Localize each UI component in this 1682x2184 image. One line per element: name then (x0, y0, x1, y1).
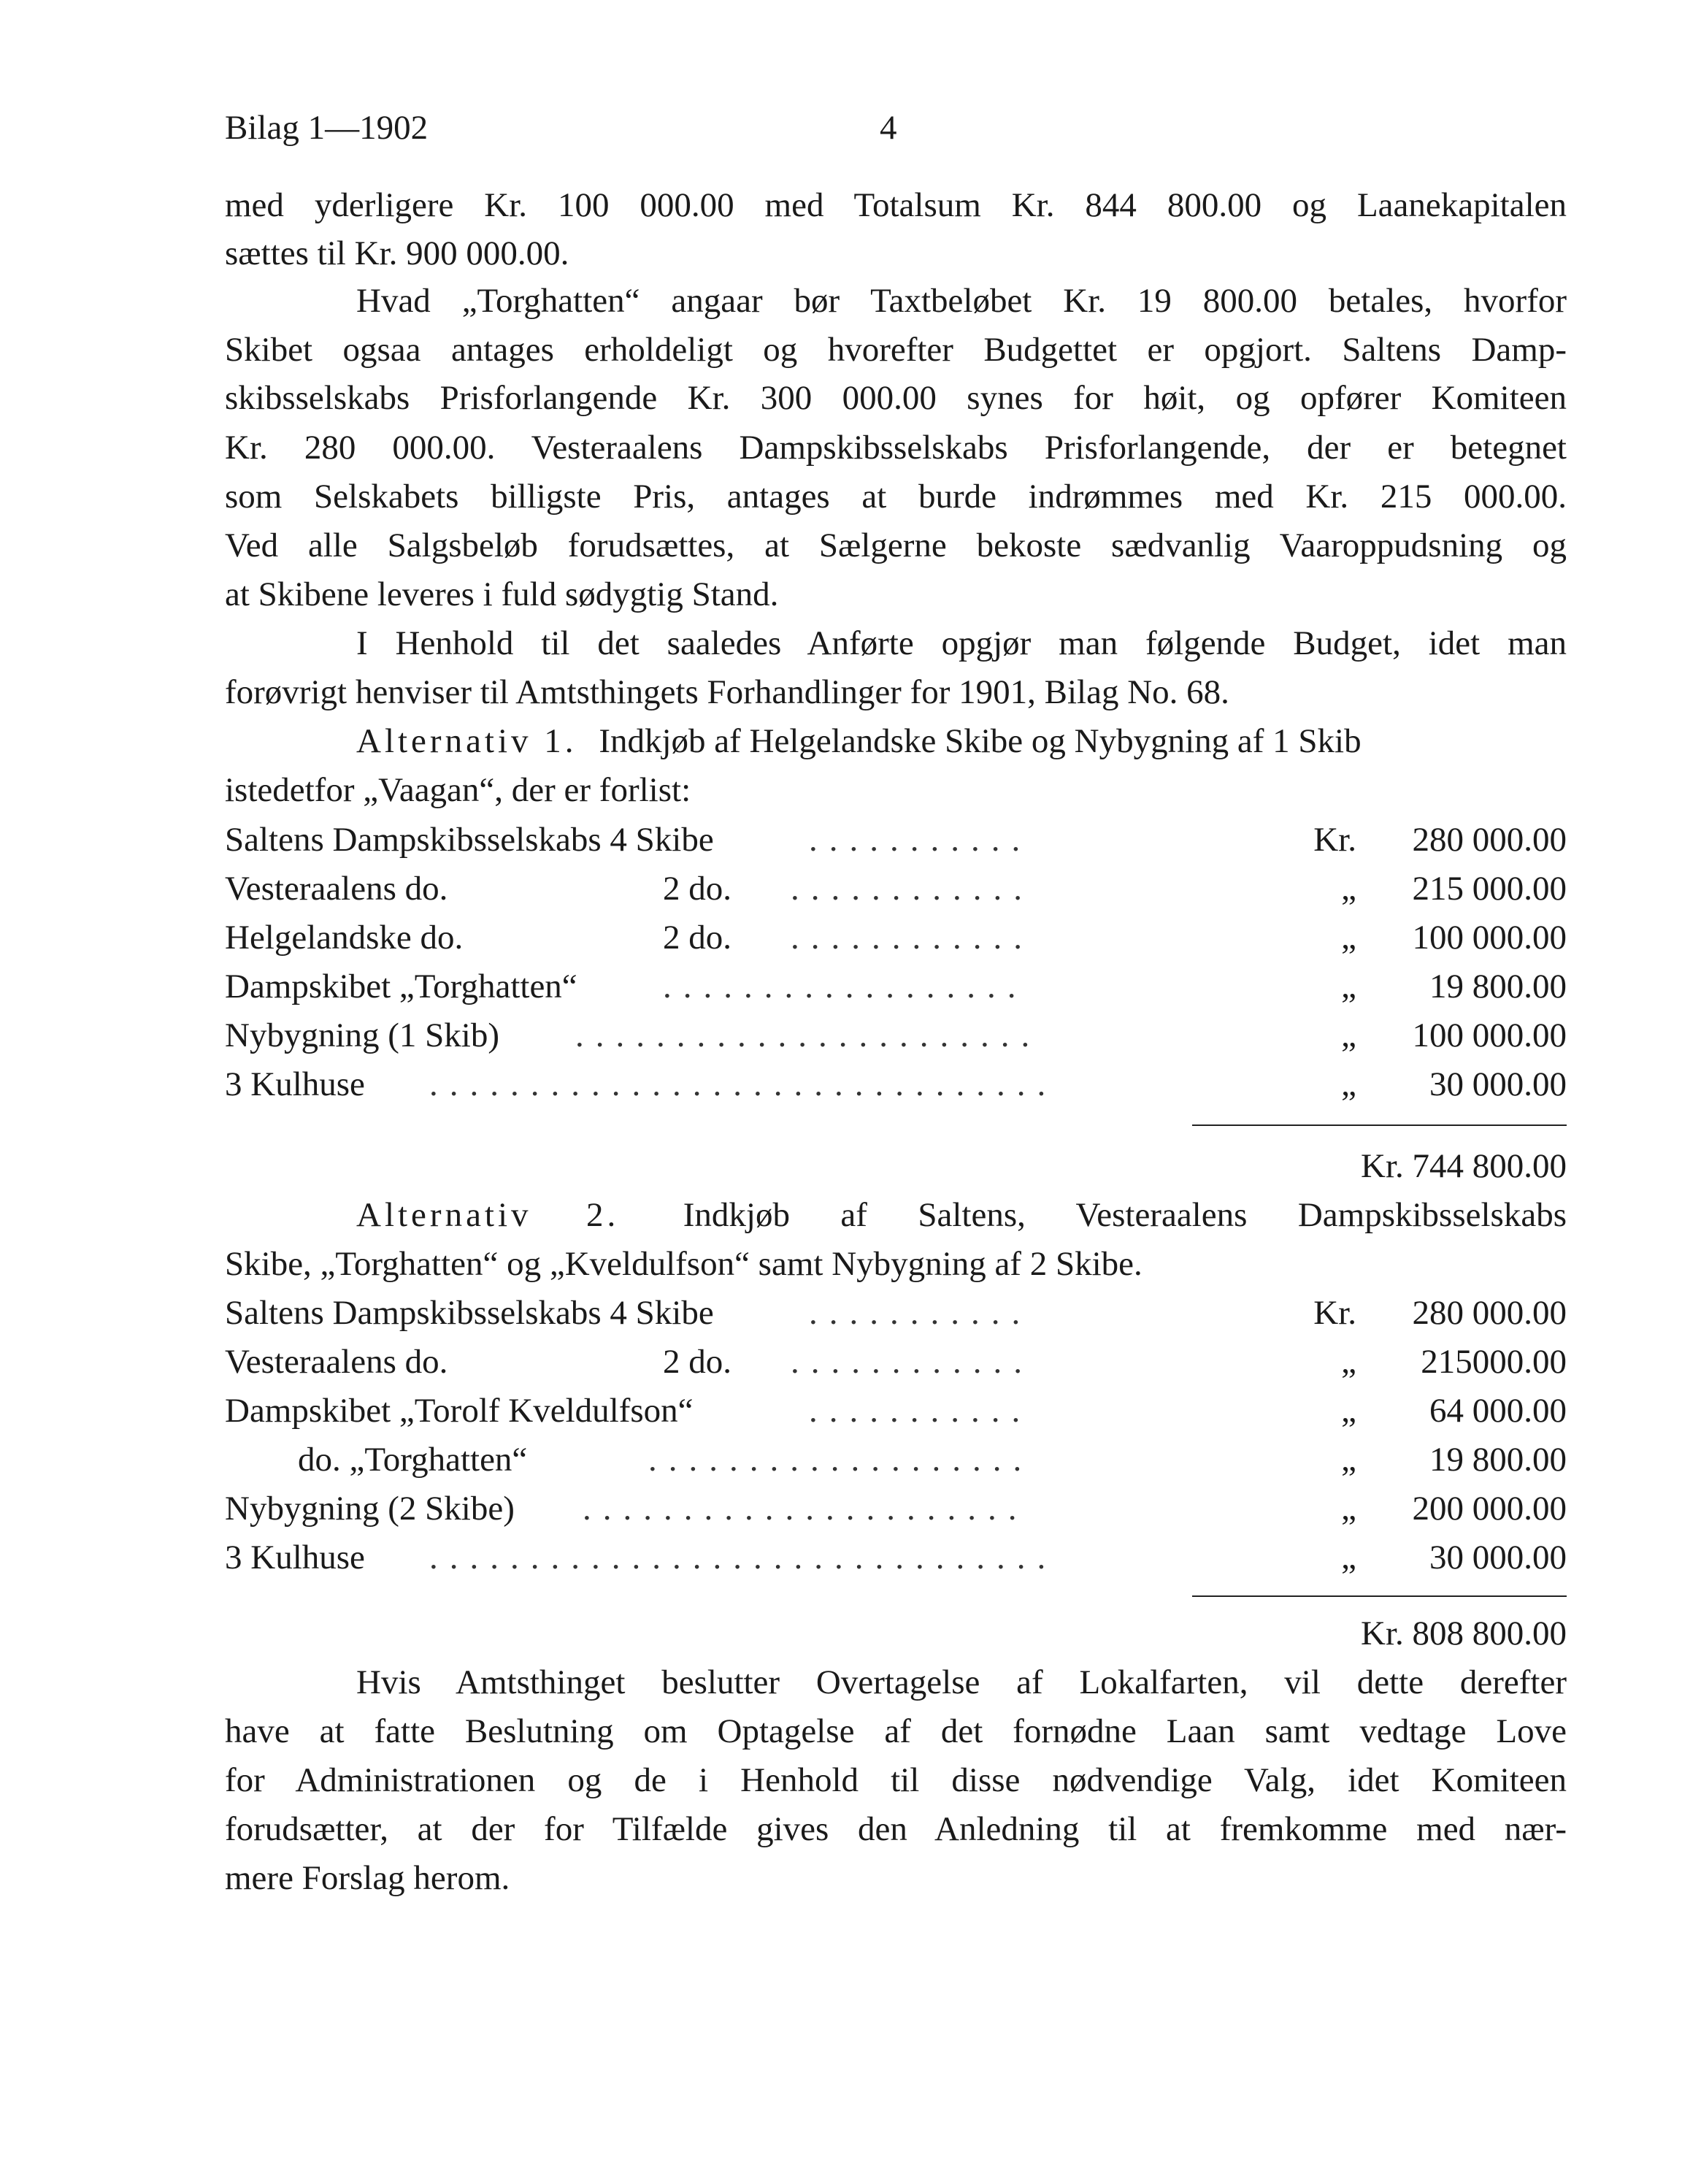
row-amount: 30 000.00 (1429, 1539, 1567, 1576)
row-amount: 215000.00 (1421, 1343, 1567, 1381)
alt1-heading (356, 719, 1567, 763)
leader-dots: ............................... (429, 1539, 1058, 1576)
para2-line-6: Ved alle Salgsbeløb forudsættes, at Sælgerne bekoste sædvanlig Vaaroppudsning og (225, 526, 1567, 564)
row-currency: Kr. (1313, 1294, 1356, 1332)
row-amount: 19 800.00 (1429, 1441, 1567, 1479)
row-amount: 200 000.00 (1412, 1490, 1567, 1528)
row-label: Nybygning (2 Skibe) (225, 1490, 515, 1528)
alt2-description: Indkjøb af Saltens, Vesteraalens Dampskibsselskabs (683, 1196, 1567, 1234)
alt1-row (225, 818, 1567, 862)
leader-dots: .................. (663, 968, 1028, 1005)
row-amount: 100 000.00 (1412, 919, 1567, 957)
row-label: Dampskibet „Torghatten“ (225, 968, 577, 1005)
alt1-description-cont: istedetfor „Vaagan“, der er forlist: (225, 771, 691, 809)
alt1-row (225, 1014, 1567, 1057)
para4-line-1: Hvis Amtsthinget beslutter Overtagelse af Lokalfarten, vil dette derefter (356, 1663, 1567, 1701)
leader-dots: ....................... (575, 1016, 1042, 1054)
leader-dots: ............ (791, 1343, 1034, 1381)
para4-line-2: have at fatte Beslutning om Optagelse af det fornødne Laan samt vedtage Love (225, 1712, 1567, 1750)
row-currency: „ (1341, 919, 1356, 957)
leader-dots: ........... (809, 1392, 1032, 1430)
row-currency: „ (1341, 1343, 1356, 1381)
alt2-row (225, 1389, 1567, 1433)
row-qty: 2 do. (663, 870, 731, 908)
leader-dots: ............................... (429, 1065, 1058, 1103)
alt1-total: Kr. 744 800.00 (1361, 1147, 1567, 1185)
para2-line-7: at Skibene leveres i fuld sødygtig Stand. (225, 575, 779, 613)
row-qty: 2 do. (663, 919, 731, 957)
row-amount: 280 000.00 (1412, 821, 1567, 859)
sum-rule (1192, 1124, 1567, 1126)
row-amount: 30 000.00 (1429, 1065, 1567, 1103)
para2-line-5: som Selskabets billigste Pris, antages at burde indrømmes med Kr. 215 000.00. (225, 478, 1567, 516)
alt1-row (225, 867, 1567, 911)
row-amount: 64 000.00 (1429, 1392, 1567, 1430)
row-qty: 2 do. (663, 1343, 731, 1381)
alt1-row (225, 965, 1567, 1008)
para2-line-4: Kr. 280 000.00. Vesteraalens Dampskibsselskabs Prisforlangende, der er betegnet (225, 429, 1567, 467)
bilag-label: Bilag 1—1902 (225, 109, 429, 147)
alt2-heading (356, 1193, 1567, 1237)
para1-line-1: med yderligere Kr. 100 000.00 med Totalsum Kr. 844 800.00 og Laanekapitalen (225, 186, 1567, 224)
row-label: do. „Torghatten“ (298, 1441, 528, 1479)
row-currency: „ (1341, 1065, 1356, 1103)
row-currency: „ (1341, 1441, 1356, 1479)
para4-line-4: forudsætter, at der for Tilfælde gives den Anledning til at fremkomme med nær- (225, 1810, 1567, 1848)
row-amount: 100 000.00 (1412, 1016, 1567, 1054)
row-amount: 215 000.00 (1412, 870, 1567, 908)
alt1-row (225, 916, 1567, 959)
alt2-row (225, 1487, 1567, 1530)
leader-dots: ........... (809, 1294, 1032, 1332)
page-number: 4 (880, 109, 897, 147)
para3-line-2: forøvrigt henviser til Amtsthingets Forhandlinger for 1901, Bilag No. 68. (225, 673, 1229, 711)
row-currency: „ (1341, 968, 1356, 1005)
row-currency: „ (1341, 1539, 1356, 1576)
row-label: Saltens Dampskibsselskabs 4 Skibe (225, 1294, 714, 1332)
row-label: Saltens Dampskibsselskabs 4 Skibe (225, 821, 714, 859)
leader-dots: ................... (648, 1441, 1034, 1479)
row-amount: 19 800.00 (1429, 968, 1567, 1005)
para3-line-1: I Henhold til det saaledes Anførte opgjør man følgende Budget, idet man (356, 624, 1567, 662)
alt2-row (225, 1340, 1567, 1384)
page-header (225, 108, 1567, 152)
alt1-title: Alternativ 1. (356, 722, 577, 760)
alt1-total-row (225, 1144, 1567, 1188)
row-label: Dampskibet „Torolf Kveldulfson“ (225, 1392, 694, 1430)
alt2-title: Alternativ 2. (356, 1196, 620, 1234)
para1-line-2: sættes til Kr. 900 000.00. (225, 234, 569, 272)
alt1-row (225, 1062, 1567, 1106)
alt2-row (225, 1438, 1567, 1482)
row-currency: „ (1341, 1016, 1356, 1054)
alt2-row (225, 1291, 1567, 1335)
row-amount: 280 000.00 (1412, 1294, 1567, 1332)
row-label: Vesteraalens do. (225, 1343, 448, 1381)
leader-dots: ............ (791, 870, 1034, 908)
alt2-description-cont: Skibe, „Torghatten“ og „Kveldulfson“ samt Nybygning af 2 Skibe. (225, 1245, 1143, 1283)
row-label: 3 Kulhuse (225, 1065, 365, 1103)
row-currency: „ (1341, 1392, 1356, 1430)
alt2-total: Kr. 808 800.00 (1361, 1614, 1567, 1652)
alt2-row (225, 1536, 1567, 1579)
row-currency: Kr. (1313, 821, 1356, 859)
para4-line-5: mere Forslag herom. (225, 1859, 510, 1897)
alt2-total-row (225, 1612, 1567, 1655)
leader-dots: ............ (791, 919, 1034, 957)
para2-line-1: Hvad „Torghatten“ angaar bør Taxtbeløbet Kr. 19 800.00 betales, hvorfor (356, 282, 1567, 320)
alt1-description: Indkjøb af Helgelandske Skibe og Nybygning af 1 Skib (599, 722, 1362, 760)
leader-dots: ........... (809, 821, 1032, 859)
row-currency: „ (1341, 870, 1356, 908)
para2-line-3: skibsselskabs Prisforlangende Kr. 300 000.00 synes for høit, og opfører Komiteen (225, 379, 1567, 417)
leader-dots: ...................... (583, 1490, 1029, 1528)
row-label: Helgelandske do. (225, 919, 464, 957)
para4-line-3: for Administrationen og de i Henhold til disse nødvendige Valg, idet Komiteen (225, 1761, 1567, 1799)
row-currency: „ (1341, 1490, 1356, 1528)
para2-line-2: Skibet ogsaa antages erholdeligt og hvorefter Budgettet er opgjort. Saltens Damp- (225, 331, 1567, 369)
row-label: Vesteraalens do. (225, 870, 448, 908)
row-label: 3 Kulhuse (225, 1539, 365, 1576)
row-label: Nybygning (1 Skib) (225, 1016, 499, 1054)
sum-rule (1192, 1595, 1567, 1597)
